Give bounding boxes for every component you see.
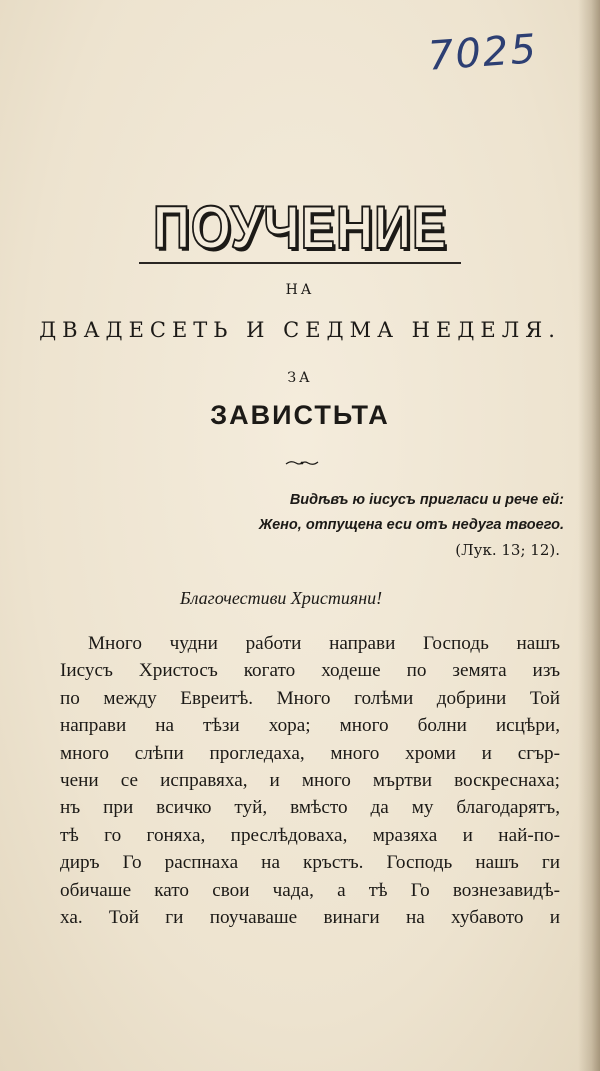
text-line: нъ при всичко туй, вмѣсто да му благодарятъ, xyxy=(60,797,560,819)
preposition-na: НА xyxy=(285,282,315,298)
preposition-za: ЗА xyxy=(287,370,313,386)
epigraph xyxy=(259,488,564,563)
text-line: диръ Го распнаха на кръстъ. Господь нашъ ги xyxy=(60,852,560,874)
text-line: Іисусъ Христосъ когато ходеше по земята изъ xyxy=(60,660,560,682)
text-line: тѣ го гоняха, преслѣдоваха, мразяха и най-по- xyxy=(60,824,560,846)
page-edge-shadow xyxy=(578,0,600,1071)
text-line: ха. Той ги поучаваше винаги на хубавото и xyxy=(60,906,560,928)
handwritten-catalog-number: 7025 xyxy=(426,26,540,80)
greeting: Благочестиви Християни! xyxy=(180,588,383,608)
text-line: направи на тѣзи хора; много болни исцѣри, xyxy=(60,715,560,737)
text-line: по между Евреитѣ. Много голѣми добрини Той xyxy=(60,687,560,709)
epigraph-reference: (Лук. 13; 12). xyxy=(455,541,560,559)
subtitle: ДВАДЕСЕТЬ И СЕДМА НЕДЕЛЯ. xyxy=(39,318,561,342)
text-line: чени се исправяха, и много мъртви воскреснаха; xyxy=(60,769,560,791)
text-line: Много чудни работи направи Господь нашъ xyxy=(88,633,560,654)
sermon-topic: ЗАВИСТЬТА xyxy=(210,400,390,430)
epigraph-line: Жено, отпущена еси отъ недуга твоего. xyxy=(258,517,564,533)
title-underline xyxy=(139,262,461,264)
ornament-flourish-icon xyxy=(285,458,319,468)
epigraph-line: Видѣвъ ю іисусъ пригласи и рече ей: xyxy=(289,492,564,508)
body-text xyxy=(60,630,560,931)
text-line: много слѣпи прогледаха, много хроми и сгър- xyxy=(60,742,560,764)
page-title: ПОУЧЕНИЕ xyxy=(152,194,448,261)
text-line: обичаше като свои чада, а тѣ Го вознезавидѣ- xyxy=(60,879,560,901)
